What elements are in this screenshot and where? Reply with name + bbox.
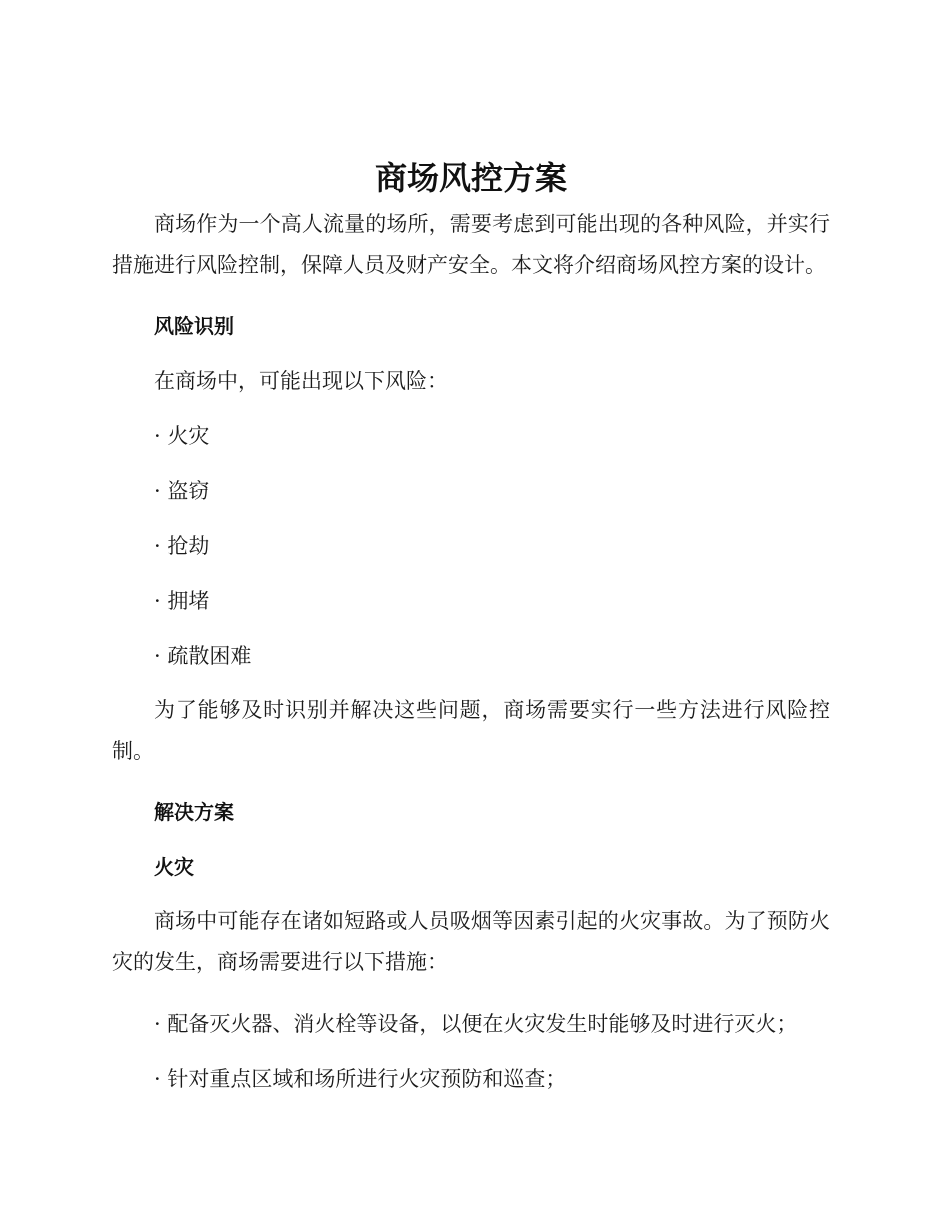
subsection-heading-fire: 火灾 xyxy=(154,855,194,879)
risk-item-evacuation: · 疏散困难 xyxy=(154,644,252,668)
section-heading-risk: 风险识别 xyxy=(154,314,234,338)
fire-measure-item: · 针对重点区域和场所进行火灾预防和巡查； xyxy=(154,1067,567,1091)
section-heading-solution: 解决方案 xyxy=(154,800,234,824)
risk-item-fire: · 火灾 xyxy=(154,424,210,448)
risk-lead-text: 在商场中，可能出现以下风险： xyxy=(154,369,448,393)
risk-conclusion-paragraph: 为了能够及时识别并解决这些问题，商场需要实行一些方法进行风险控制。 xyxy=(112,698,830,763)
intro-paragraph: 商场作为一个高人流量的场所，需要考虑到可能出现的各种风险，并实行措施进行风险控制，保障人员及财产安全。本文将介绍商场风控方案的设计。 xyxy=(112,212,830,277)
fire-measure-item: · 配备灭火器、消火栓等设备，以便在火灾发生时能够及时进行灭火； xyxy=(154,1012,798,1036)
risk-item-theft: · 盗窃 xyxy=(154,479,210,503)
document-page xyxy=(112,150,830,1093)
fire-paragraph: 商场中可能存在诸如短路或人员吸烟等因素引起的火灾事故。为了预防火灾的发生，商场需要进行以下措施： xyxy=(112,909,830,974)
risk-item-robbery: · 抢劫 xyxy=(154,534,210,558)
document-title: 商场风控方案 xyxy=(374,159,567,197)
risk-item-congestion: · 拥堵 xyxy=(154,589,210,613)
